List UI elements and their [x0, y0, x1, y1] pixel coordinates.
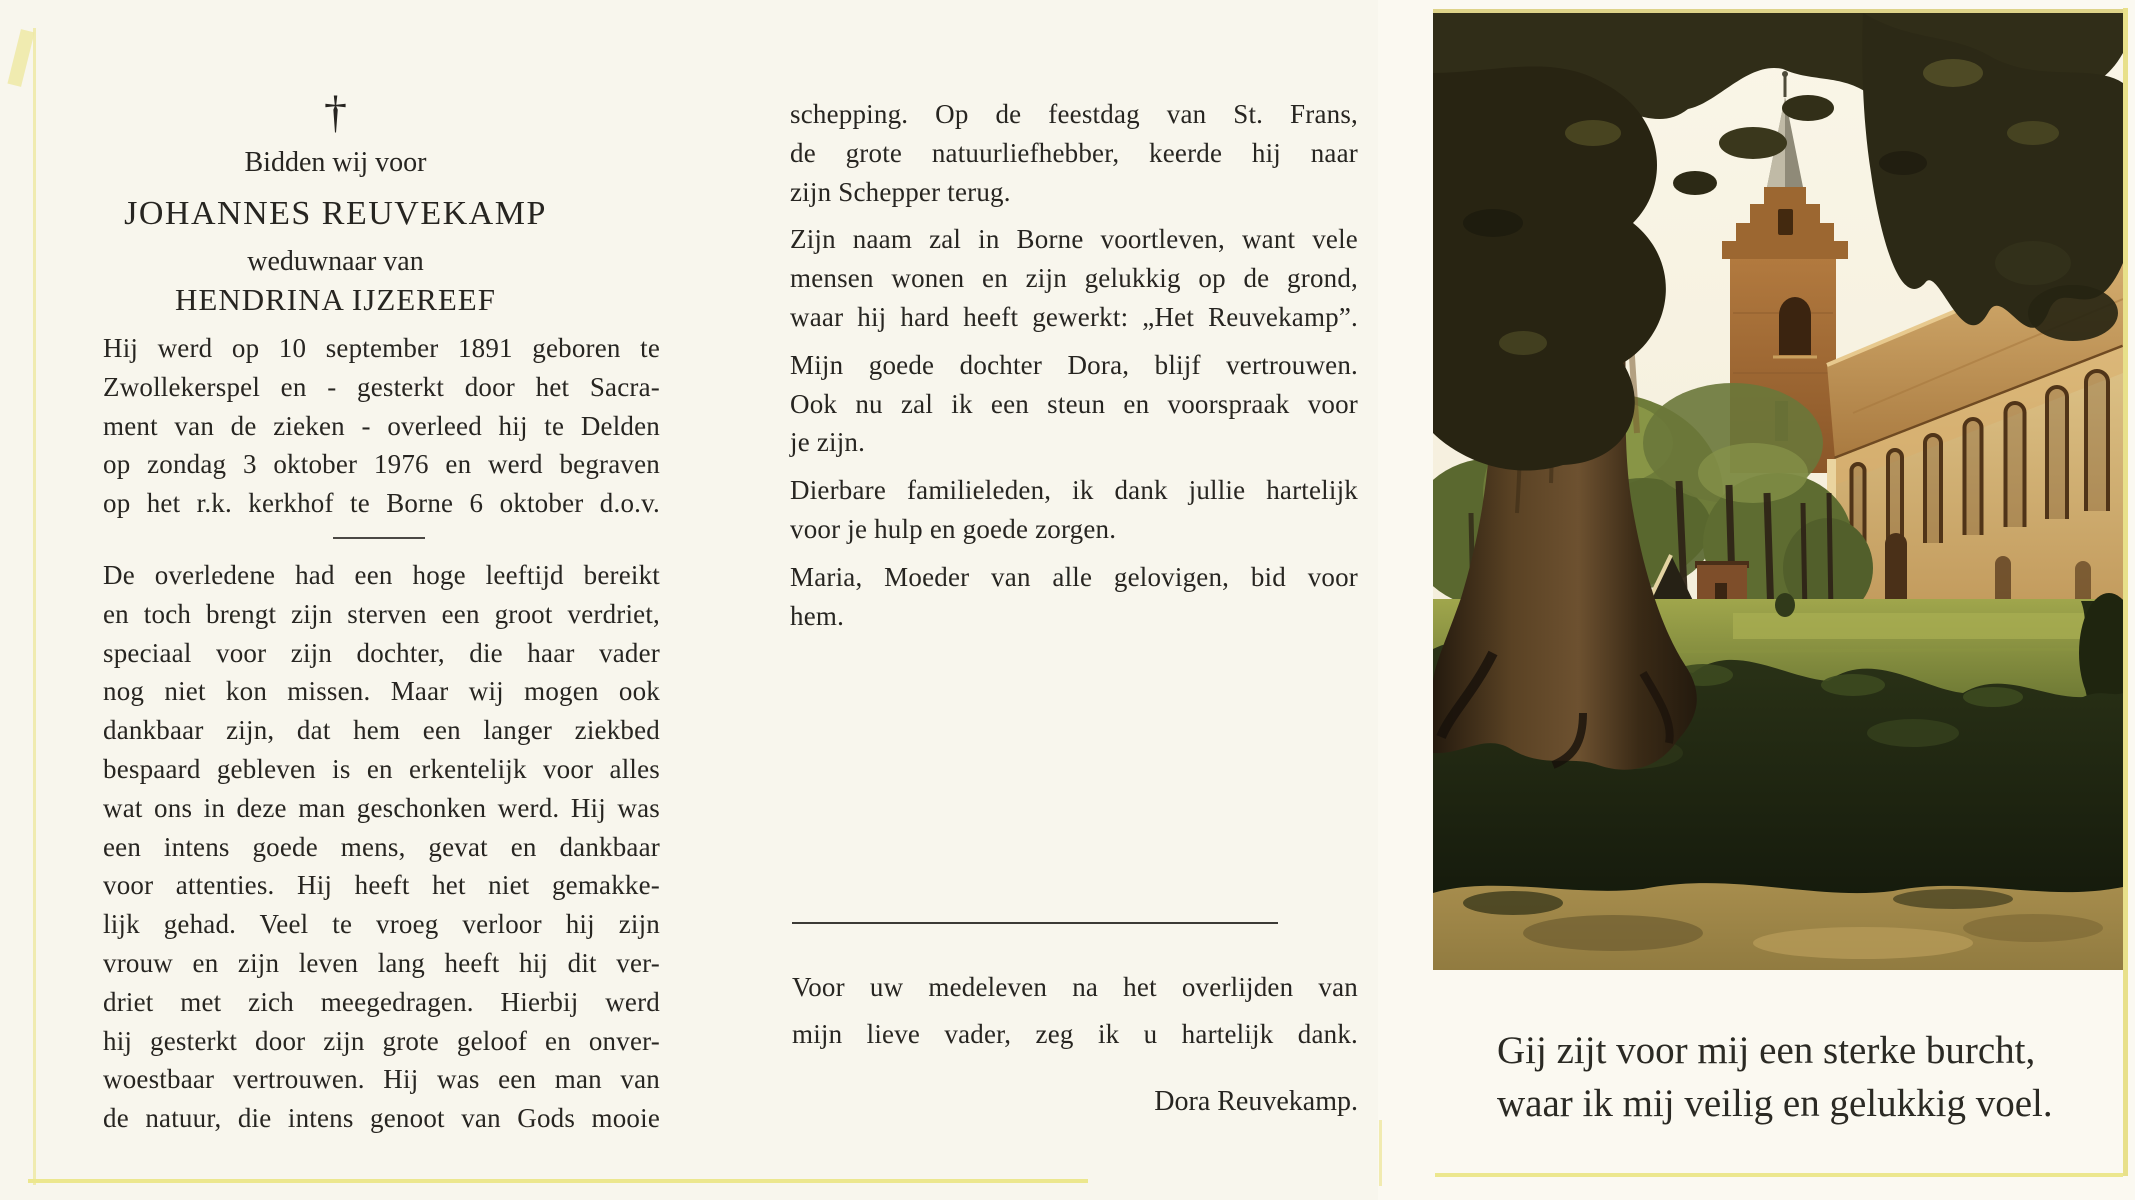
text-line: op het r.k. kerkhof te Borne 6 oktober d.o.v.: [103, 488, 660, 519]
text-line: de grote natuurliefhebber, keerde hij naar: [790, 137, 1358, 168]
text-line: je zijn.: [790, 427, 866, 458]
text-line: ment van de zieken - overleed hij te Delden: [103, 410, 660, 441]
text-line: op zondag 3 oktober 1976 en werd begraven: [103, 449, 660, 480]
family-thanks-paragraph: [790, 471, 1358, 549]
intro-line: Bidden wij voor: [244, 147, 427, 178]
text-line: Dierbare familieleden, ik dank jullie hartelijk: [790, 475, 1358, 506]
text-line: Hij werd op 10 september 1891 geboren te: [103, 333, 660, 363]
text-line: vrouw en zijn leven lang heeft hij dit ver-: [103, 947, 660, 978]
cross-icon: †: [324, 86, 347, 137]
text-line: een intens goede mens, gevat en dankbaar: [103, 831, 660, 862]
church-photo-illustration: [1433, 13, 2123, 970]
text-line: voor attenties. Hij heeft het niet gemakke-: [103, 870, 660, 901]
text-line: nog niet kon missen. Maar wij mogen ook: [103, 676, 660, 707]
birth-death-paragraph: [103, 329, 660, 523]
left-fold-line: [33, 28, 36, 1185]
text-line: lijk gehad. Veel te vroeg verloor hij zijn: [103, 909, 660, 940]
text-line: Gij zijt voor mij een sterke burcht,: [1497, 1029, 2036, 1072]
text-line: De overledene had een hoge leeftijd bereikt: [103, 560, 660, 590]
text-line: Mijn goede dochter Dora, blijf vertrouwen.: [790, 349, 1358, 380]
text-line: wat ons in deze man geschonken werd. Hij was: [103, 792, 660, 823]
text-line: hem.: [790, 600, 845, 631]
text-line: Zijn naam zal in Borne voortleven, want vele: [790, 224, 1358, 255]
left-page-header: [98, 84, 573, 318]
creation-paragraph: [790, 95, 1358, 211]
text-line: de natuur, die intens genoot van Gods mooie: [103, 1103, 660, 1134]
acknowledgement-paragraph: [792, 964, 1358, 1058]
text-line: bespaard gebleven is en erkentelijk voor alles: [103, 753, 660, 784]
relation-line: weduwnaar van: [247, 246, 424, 277]
text-line: Voor uw medeleven na het overlijden van: [792, 972, 1358, 1002]
photo-top-edge-line: [1433, 9, 2123, 13]
text-line: Maria, Moeder van alle gelovigen, bid voor: [790, 561, 1358, 592]
maria-prayer-paragraph: [790, 558, 1358, 636]
memorial-paragraph: [103, 556, 660, 1138]
bottom-edge-line-left: [28, 1179, 1088, 1183]
text-line: driet met zich meegedragen. Hierbij werd: [103, 986, 660, 1017]
text-line: waar hij hard heeft gewerkt: „Het Reuvekamp”.: [790, 301, 1358, 332]
text-line: dankbaar zijn, dat hem een langer ziekbed: [103, 715, 660, 746]
text-line: mensen wonen en zijn gelukkig op de grond,: [790, 263, 1358, 294]
text-line: en toch brengt zijn sterven een groot verdriet,: [103, 598, 660, 629]
text-line: waar ik mij veilig en gelukkig voel.: [1497, 1082, 2053, 1125]
text-line: zijn Schepper terug.: [790, 176, 1011, 207]
spouse-name: HENDRINA IJZEREEF: [175, 282, 496, 317]
signature: Dora Reuvekamp.: [1154, 1086, 1358, 1117]
daughter-paragraph: [790, 346, 1358, 462]
section-divider: [333, 537, 425, 539]
bottom-edge-line-right: [1435, 1173, 2123, 1177]
deceased-name: JOHANNES REUVEKAMP: [124, 195, 547, 232]
text-line: hij gesterkt door zijn grote geloof en onver-: [103, 1025, 660, 1056]
text-line: Zwollekerspel en - gesterkt door het Sacra-: [103, 371, 660, 402]
text-line: voor je hulp en goede zorgen.: [790, 513, 1117, 544]
center-fold-line: [1379, 1120, 1382, 1186]
closing-divider: [792, 922, 1278, 924]
church-photo: [1433, 13, 2123, 970]
text-line: mijn lieve vader, zeg ik u hartelijk dank.: [792, 1019, 1358, 1049]
text-line: woestbaar vertrouwen. Hij was een man van: [103, 1064, 660, 1095]
middle-page-text: [790, 95, 1358, 644]
borne-paragraph: [790, 220, 1358, 336]
psalm-quote: [1497, 1024, 2127, 1130]
text-line: Ook nu zal ik een steun en voorspraak voor: [790, 388, 1358, 419]
text-line: speciaal voor zijn dochter, die haar vader: [103, 637, 660, 668]
right-edge-line: [2123, 8, 2128, 1176]
text-line: schepping. Op de feestdag van St. Frans,: [790, 99, 1358, 129]
